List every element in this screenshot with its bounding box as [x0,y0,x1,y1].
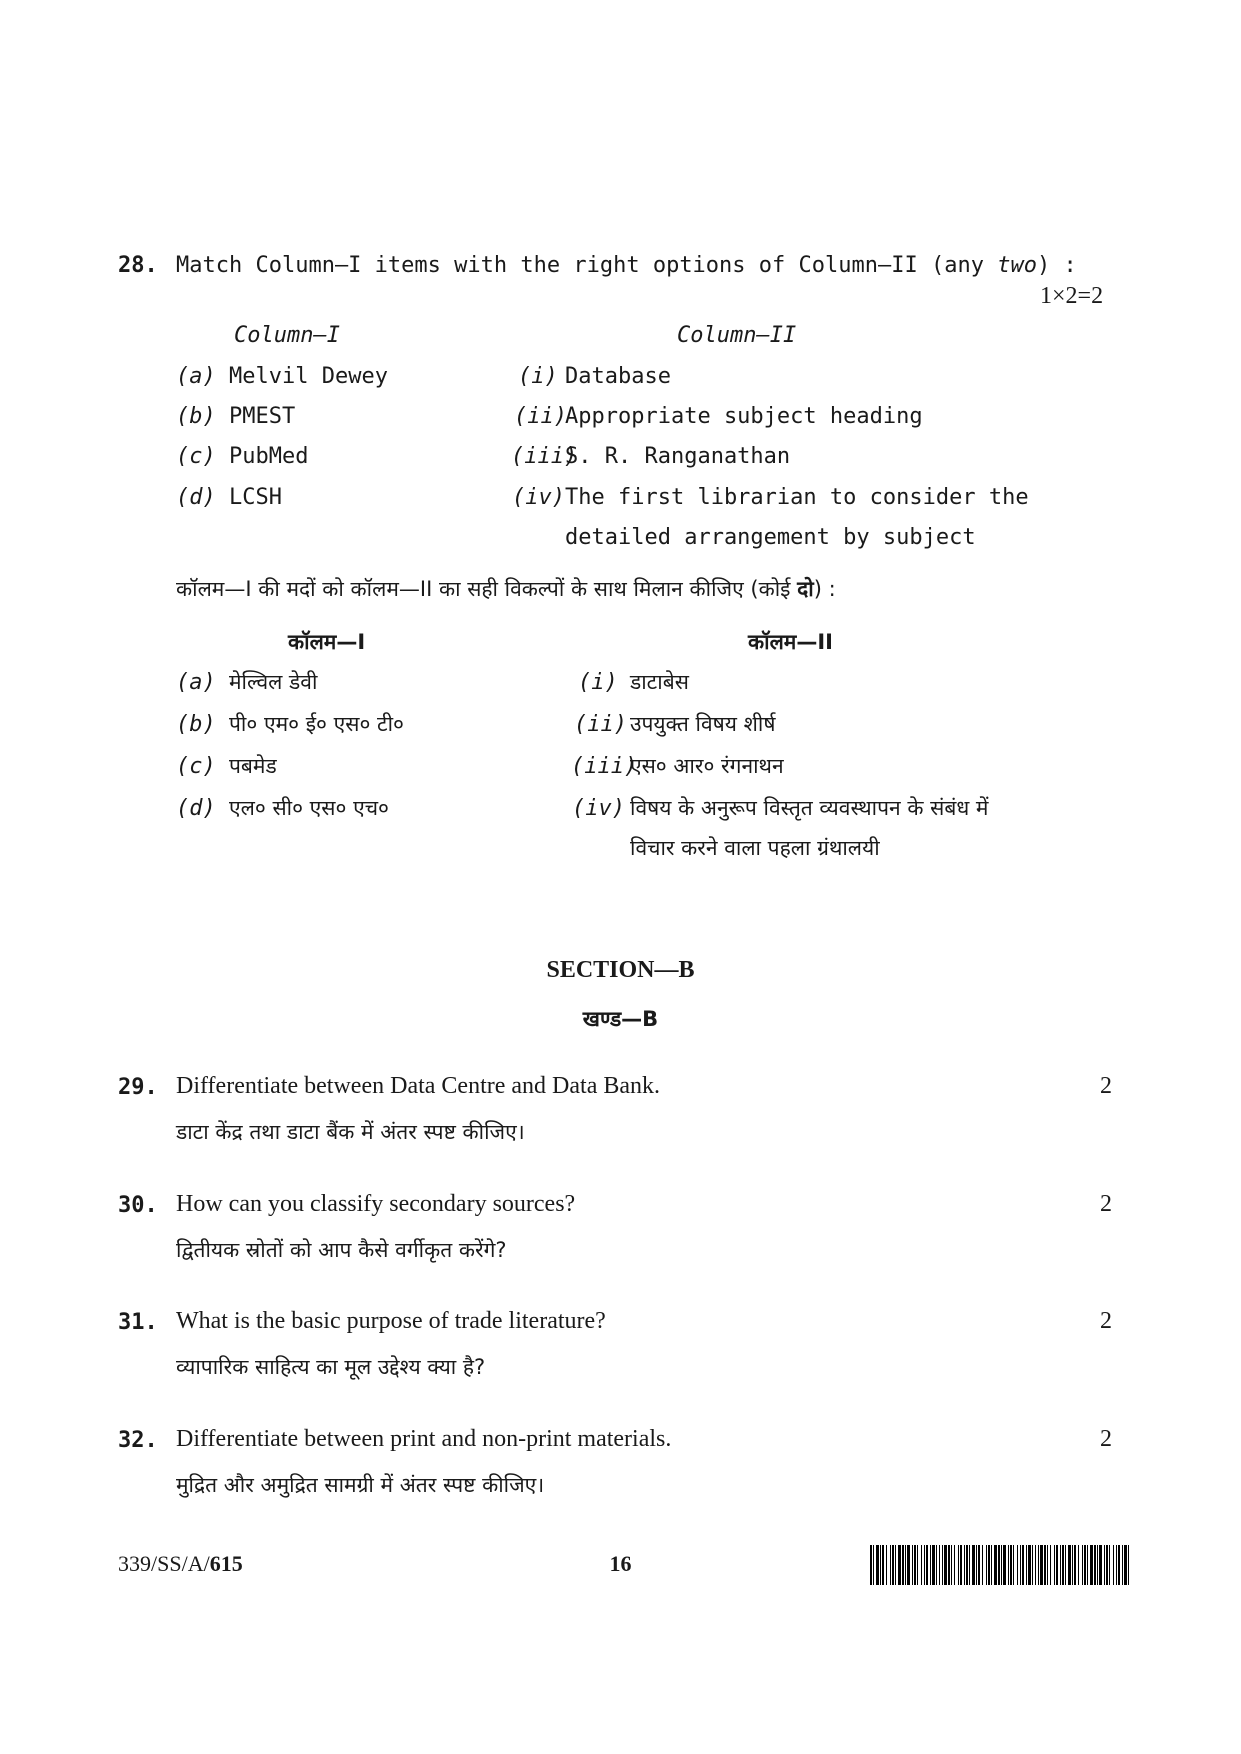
column2-header-hi: कॉलम—II [748,630,833,654]
paper-code: 339/SS/A/615 [118,1551,243,1576]
col2-en-label: (i) [518,364,558,389]
col1-en-item: LCSH [229,485,282,510]
column1-header-hi: कॉलम—I [288,630,366,654]
question-text-en: Differentiate between Data Centre and Data Bank. [176,1073,661,1099]
col1-hi-item: पबमेड [229,754,277,778]
question-number: 31. [118,1310,158,1335]
question-text-hi: द्वितीयक स्रोतों को आप कैसे वर्गीकृत करेंगे? [176,1238,507,1262]
col2-hi-label: (i) [578,670,618,695]
question-number: 30. [118,1193,158,1218]
column2-header-en: Column—II [677,323,797,348]
col2-en-item-continuation: detailed arrangement by subject [565,525,976,550]
col1-hi-label: (c) [176,754,216,779]
question-marks: 2 [1100,1073,1112,1099]
barcode-bar [1129,1545,1131,1585]
col1-en-label: (d) [176,485,216,510]
col1-en-item: PMEST [229,404,296,429]
col2-en-item: The first librarian to consider the [565,485,1029,510]
q28-question-en: Match Column—I items with the right options of Column—II (any two) : [176,253,1077,278]
question-text-hi: व्यापारिक साहित्य का मूल उद्देश्य क्या है? [176,1355,486,1379]
col2-en-item: Appropriate subject heading [565,404,923,429]
col2-hi-label: (ii) [574,712,627,737]
question-text-en: What is the basic purpose of trade literature? [176,1308,606,1334]
page-number: 16 [609,1551,632,1576]
question-text-en: How can you classify secondary sources? [176,1191,576,1217]
question-number: 32. [118,1428,158,1453]
col2-en-item: S. R. Ranganathan [565,444,791,469]
col2-hi-label: (iii) [571,754,638,779]
q28-question-hi: कॉलम—I की मदों को कॉलम—II का सही विकल्पों के साथ मिलान कीजिए (कोई दो) : [176,577,836,601]
col2-hi-item: एस० आर० रंगनाथन [630,754,784,778]
col1-hi-label: (a) [176,670,216,695]
column1-header-en: Column—I [234,323,340,348]
col2-en-item: Database [565,364,671,389]
question-marks: 2 [1100,1191,1112,1217]
question-text-hi: मुद्रित और अमुद्रित सामग्री में अंतर स्पष्ट कीजिए। [176,1473,545,1497]
col2-en-label: (iv) [512,485,565,510]
col2-hi-item: डाटाबेस [630,670,689,694]
q28-marks: 1×2=2 [1040,283,1104,309]
col1-hi-label: (d) [176,796,216,821]
col2-en-label: (ii) [514,404,567,429]
barcode-image [870,1545,1132,1585]
section-title-en: SECTION—B [546,957,695,983]
col2-hi-item: विषय के अनुरूप विस्तृत व्यवस्थापन के संबंध में [630,796,989,820]
col1-hi-item: मेल्विल डेवी [229,670,318,694]
question-text-hi: डाटा केंद्र तथा डाटा बैंक में अंतर स्पष्ट कीजिए। [176,1120,525,1144]
question-marks: 2 [1100,1308,1112,1334]
col2-hi-label: (iv) [572,796,625,821]
col1-en-label: (a) [176,364,216,389]
question-marks: 2 [1100,1426,1112,1452]
col1-hi-label: (b) [176,712,216,737]
col2-hi-item-continuation: विचार करने वाला पहला ग्रंथालयी [630,836,880,860]
section-title-hi: खण्ड—B [582,1007,659,1031]
col2-hi-item: उपयुक्त विषय शीर्ष [630,712,776,736]
col1-hi-item: पी० एम० ई० एस० टी० [229,712,404,736]
question-number: 29. [118,1075,158,1100]
q28-number: 28. [118,253,158,278]
col1-en-item: Melvil Dewey [229,364,388,389]
col1-en-item: PubMed [229,444,309,469]
col1-en-label: (b) [176,404,216,429]
question-text-en: Differentiate between print and non-print materials. [176,1426,672,1452]
col1-en-label: (c) [176,444,216,469]
col2-en-label: (iii) [511,444,578,469]
col1-hi-item: एल० सी० एस० एच० [229,796,389,820]
